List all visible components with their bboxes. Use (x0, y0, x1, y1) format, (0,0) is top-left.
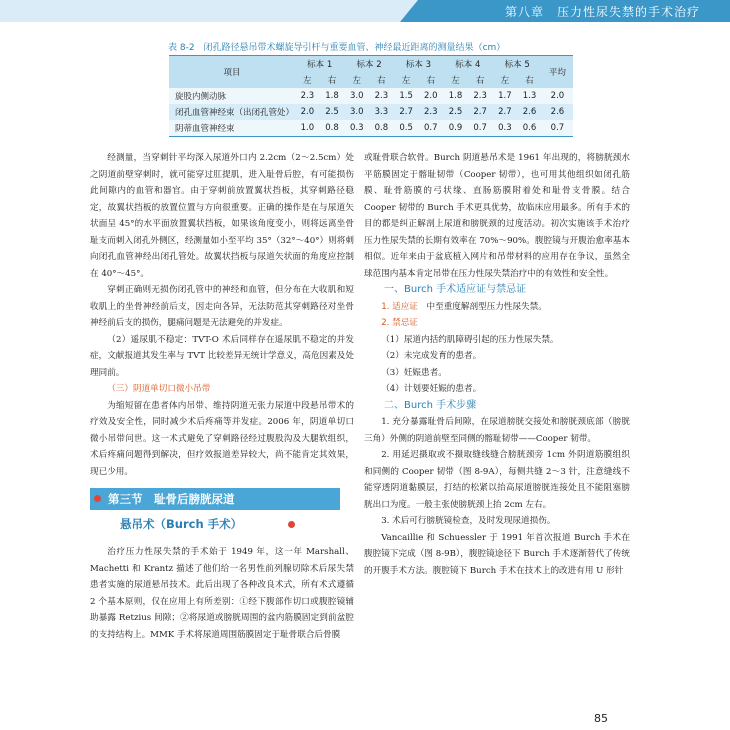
table-cell: 3.0 (344, 104, 369, 120)
page-header (0, 0, 730, 22)
subsection-heading: （三）阴道单切口微小吊带 (107, 384, 211, 394)
table-header-side: 左 (493, 72, 518, 88)
table-cell: 2.3 (418, 104, 443, 120)
indication-label: 1. 适应证 (381, 301, 418, 312)
table-header-side: 右 (418, 72, 443, 88)
body-paragraph: 或耻骨联合软骨。Burch 阴道悬吊术是 1961 年出现的，将膀胱颈水平筋膜固定于髂耻韧带（Cooper 韧带），也可用其他组织如闭孔筋膜、耻骨筋膜的弓状缘、直肠筋膜附着处和耻骨支骨膜。结合 Cooper 韧带的 Burch 手术更具优势，故临床应用最多。所有手术的目的都是纠正解剖上尿道和膀胱颈的过度活动。初次实施该手术治疗压力性尿失禁的长期有效率在 70%～90%。腹腔镜与开腹治愈率基本相似。近年来由于盆底植入网片和吊带材料的应用存在争议，虽然全球范围内基本肯定吊带在压力性尿失禁治疗中的有效性和安全性。 (364, 153, 630, 279)
table-cell: 2.0 (418, 88, 443, 104)
table-cell: 2.5 (320, 104, 345, 120)
table-cell: 1.7 (493, 88, 518, 104)
section-heading: 二、Burch 手术步骤 (384, 399, 477, 411)
table-row (169, 88, 573, 104)
table-cell: 1.5 (394, 88, 419, 104)
table-cell: 2.0 (542, 88, 573, 104)
table-header-side: 右 (468, 72, 493, 88)
list-item: （3）妊娠患者。 (381, 367, 447, 378)
row-label: 旋股内侧动脉 (169, 88, 295, 104)
chapter-title: 第八章 压力性尿失禁的手术治疗 (504, 5, 700, 19)
right-column (364, 150, 630, 579)
body-paragraph: 治疗压力性尿失禁的手术始于 1949 年，这一年 Marshall、Machetti 和 Krantz 描述了他们给一名男性前列腺切除术后尿失禁患者实施的尿道悬吊技术。此后出现了各种改良术式，所有术式遵循 2 个基本原则，仅在应用上有所差别：①经下腹部作切口或腹腔镜辅助暴露 Retzius 间隙；②将尿道或膀胱周围的盆内筋膜固定到前盆腔的支持结构上。MMK 手术将尿道周围筋膜固定于耻骨联合后骨膜 (90, 547, 354, 640)
table-cell: 2.7 (394, 104, 419, 120)
table-cell: 1.0 (295, 120, 320, 137)
table-header-specimen: 标本 1 (295, 56, 344, 73)
table-header-side: 右 (320, 72, 345, 88)
step-paragraph: 2. 用延迟摄取或不摄取缝线缝合膀胱颈旁 1cm 外阴道筋膜组织和同侧的 Cooper 韧带（图 8-9A），每侧共缝 2～3 针，注意缝线不能穿透阴道黏膜层，打结的松紧以抬高尿道膀胱连接处且不能阻塞膀胱出口为度。一般主张使膀胱颈上抬 2cm 左右。 (364, 450, 630, 510)
bullet-dot-icon (94, 495, 101, 502)
bullet-dot-icon (288, 521, 295, 528)
table-cell: 0.5 (394, 120, 419, 137)
table-cell: 3.0 (344, 88, 369, 104)
list-item: （1）尿道内括约肌障碍引起的压力性尿失禁。 (381, 334, 559, 345)
left-column (90, 150, 354, 643)
list-item: （4）计划要妊娠的患者。 (381, 384, 482, 394)
table-header-average: 平均 (542, 56, 573, 89)
table-row (169, 120, 573, 137)
table-cell: 0.3 (344, 120, 369, 137)
table-header-side: 左 (295, 72, 320, 88)
indication-text: 中至重度解剖型压力性尿失禁。 (426, 301, 547, 312)
page-number: 85 (594, 712, 608, 725)
contraindication-label: 2. 禁忌证 (381, 318, 418, 328)
table-cell: 3.3 (369, 104, 394, 120)
step-paragraph: 3. 术后可行膀胱镜检查，及时发现尿道损伤。 (381, 516, 556, 526)
table-cell: 2.0 (295, 104, 320, 120)
body-paragraph: Vancaillie 和 Schuessler 于 1991 年首次报道 Burch 手术在腹腔镜下完成（图 8-9B），腹腔镜途径下 Burch 手术逐渐替代了传统的开腹手术方法。腹腔镜下 Burch 手术在技术上的改进有用 U 形针 (364, 532, 630, 576)
body-paragraph: （2）遥尿肌不稳定：TVT-O 术后同样存在遥尿肌不稳定的并发症，文献报道其发生率与 TVT 比较差异无统计学意义，高危因素及处理同前。 (90, 334, 354, 378)
table-header-side: 右 (369, 72, 394, 88)
table-cell: 2.3 (295, 88, 320, 104)
table-header-side: 右 (517, 72, 542, 88)
row-label: 阴蒂血管神经束 (169, 120, 295, 137)
section-title-line1: 第三节 耻骨后膀胱尿道 (90, 488, 340, 510)
step-paragraph: 1. 充分暴露耻骨后间隙，在尿道膀胱交接处和膀胱颈底部（膀胱三角）外侧的阴道前壁至同侧的髂耻韧带——Cooper 韧带。 (364, 417, 630, 444)
table-cell: 2.6 (542, 104, 573, 120)
table-caption: 表 8-2 闭孔路径悬吊带术螺旋导引杆与重要血管、神经最近距离的测量结果（cm） (168, 43, 506, 53)
measurement-table (169, 55, 573, 137)
table-cell: 2.5 (443, 104, 468, 120)
table-cell: 2.6 (517, 104, 542, 120)
table-cell: 0.8 (320, 120, 345, 137)
row-label: 闭孔血管神经束（出闭孔管处） (169, 104, 295, 120)
section-heading: 一、Burch 手术适应证与禁忌证 (384, 284, 527, 295)
table-header-side: 左 (443, 72, 468, 88)
table-header-specimen: 标本 5 (493, 56, 542, 73)
list-item: （2）未完成发育的患者。 (381, 351, 482, 361)
indication-line (364, 299, 630, 316)
table-cell: 1.3 (517, 88, 542, 104)
table-cell: 0.7 (468, 120, 493, 137)
table-cell: 0.8 (369, 120, 394, 137)
body-paragraph: 经测量，当穿刺针平均深入尿道外口内 2.2cm（2～2.5cm）处之阴道前壁穿刺时，就可能穿过肛提肌，进入耻骨后腔，有可能损伤此间隙内的血管和器官。由于穿刺前放置翼状挡板，其穿刺路径稳定，故翼状挡板的放置位置与方向很重要。正确的操作是在与尿道矢状面呈 45°的水平面放置翼状挡板，如果该角度变小，则将远离坐骨耻支而刺入闭孔外侧区，经测量如小至平均 35°（32°～40°）则将刺向闭孔血管神经出闭孔管处。故翼状挡板与尿道矢状面的角度应控制在 40°～45°。 (90, 153, 354, 279)
table-cell: 2.3 (468, 88, 493, 104)
table-cell: 0.7 (418, 120, 443, 137)
table-cell: 0.9 (443, 120, 468, 137)
table-cell: 2.7 (468, 104, 493, 120)
table-cell: 1.8 (320, 88, 345, 104)
table-header-specimen: 标本 4 (443, 56, 492, 73)
table-header-specimen: 标本 2 (344, 56, 393, 73)
table-cell: 0.3 (493, 120, 518, 137)
table-cell: 0.6 (517, 120, 542, 137)
section-title-line2: 悬吊术（Burch 手术） (120, 517, 243, 531)
table-cell: 0.7 (542, 120, 573, 137)
table-row (169, 104, 573, 120)
table-cell: 2.7 (493, 104, 518, 120)
body-paragraph: 为缩短留在患者体内吊带、维持阴道无张力尿道中段悬吊带术的疗效及安全性，同时减少术后疼痛等并发症。2006 年，阴道单切口微小吊带问世。这一术式避免了穿刺路径经过腹股沟及大腿软组织，术后疼痛问题得到解决，但疗效报道差异较大，尚不能肯定其效果，现已少用。 (90, 400, 354, 477)
table-header-side: 左 (394, 72, 419, 88)
table-header-specimen: 标本 3 (394, 56, 443, 73)
table-header-item: 项目 (169, 56, 295, 89)
table-cell: 1.8 (443, 88, 468, 104)
body-paragraph: 穿刺正确则无损伤闭孔管中的神经和血管，但分布在大收肌和短收肌上的坐骨神经前后支，因走向各异，无法防范其穿刺路径对坐骨神经前后支的损伤，腿痛问题是无法避免的并发症。 (90, 285, 354, 328)
table-header-side: 左 (344, 72, 369, 88)
table-cell: 2.3 (369, 88, 394, 104)
section-banner (90, 486, 354, 538)
